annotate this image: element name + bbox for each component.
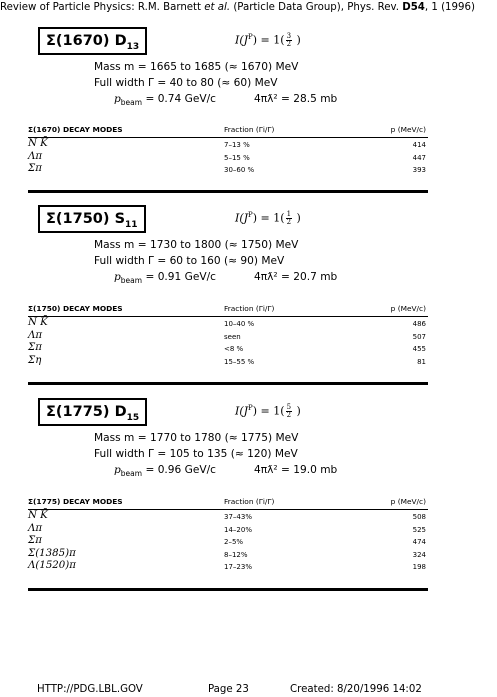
momentum: 508 bbox=[412, 513, 426, 521]
table-header bbox=[28, 494, 428, 510]
particle-name: Σ(1775) D bbox=[46, 404, 127, 420]
momentum: 507 bbox=[412, 332, 426, 341]
col-momentum: p (MeV/c) bbox=[390, 497, 426, 506]
col-decay-modes: Σ(1775) DECAY MODES bbox=[28, 497, 123, 506]
pbeam-value: = 0.91 GeV/c bbox=[142, 271, 217, 283]
ijp-parity: P bbox=[248, 33, 253, 41]
cross-section: 4πƛ² = 28.5 mb bbox=[254, 93, 338, 105]
running-header bbox=[0, 2, 497, 13]
decay-mode: N K̄ bbox=[28, 510, 48, 521]
pbeam-line bbox=[114, 93, 216, 107]
decay-mode: Σ(1385)π bbox=[28, 547, 76, 559]
cross-section: 4πƛ² = 19.0 mb bbox=[254, 464, 338, 476]
fraction: 37–43% bbox=[224, 513, 252, 521]
momentum: 525 bbox=[412, 525, 426, 534]
decay-mode: Σπ bbox=[28, 342, 42, 354]
ijp-suffix: ) bbox=[293, 211, 301, 225]
particle-name-box bbox=[38, 27, 147, 55]
pbeam-label: p bbox=[114, 271, 121, 283]
table-row bbox=[28, 523, 428, 536]
mass-line: Mass m = 1730 to 1800 (≈ 1750) MeV bbox=[94, 239, 299, 251]
particle-name-sub: 13 bbox=[126, 41, 140, 52]
ijp-mid: ) = 1( bbox=[252, 33, 285, 47]
col-momentum: p (MeV/c) bbox=[390, 125, 426, 134]
col-fraction: Fraction (Γi/Γ) bbox=[224, 497, 275, 506]
fraction: 15–55 % bbox=[224, 357, 255, 366]
spin-denominator: 2 bbox=[286, 40, 292, 49]
table-header bbox=[28, 122, 428, 138]
header-volume: D54 bbox=[402, 2, 425, 13]
fraction: 14–20% bbox=[224, 525, 252, 534]
quantum-numbers bbox=[235, 33, 301, 48]
pbeam-sub: beam bbox=[120, 276, 143, 286]
spin-numerator: 3 bbox=[286, 32, 292, 41]
width-line: Full width Γ = 105 to 135 (≈ 120) MeV bbox=[94, 448, 298, 460]
table-row bbox=[28, 317, 428, 330]
width-line: Full width Γ = 60 to 160 (≈ 90) MeV bbox=[94, 255, 285, 267]
decay-modes-table bbox=[28, 301, 428, 367]
spin-denominator: 2 bbox=[286, 411, 292, 420]
fraction: 5–15 % bbox=[224, 153, 250, 162]
decay-mode: Λπ bbox=[28, 329, 43, 341]
momentum: 474 bbox=[412, 538, 426, 547]
ijp-suffix: ) bbox=[293, 33, 301, 47]
pbeam-label: p bbox=[114, 464, 121, 476]
fraction: 17–23% bbox=[224, 563, 252, 572]
spin-numerator: 5 bbox=[286, 403, 292, 412]
ijp-mid: ) = 1( bbox=[252, 211, 285, 225]
width-line: Full width Γ = 40 to 80 (≈ 60) MeV bbox=[94, 77, 278, 89]
footer-page-number: Page 23 bbox=[208, 684, 249, 695]
decay-mode: Σπ bbox=[28, 535, 42, 547]
momentum: 414 bbox=[412, 141, 426, 149]
particle-name: Σ(1750) S bbox=[46, 211, 126, 227]
momentum: 455 bbox=[412, 345, 426, 354]
table-row bbox=[28, 330, 428, 343]
fraction: seen bbox=[224, 332, 241, 341]
quantum-numbers bbox=[235, 211, 301, 226]
spin-fraction bbox=[286, 33, 292, 48]
pbeam-line bbox=[114, 271, 216, 285]
pbeam-value: = 0.74 GeV/c bbox=[142, 93, 217, 105]
decay-mode: Λπ bbox=[28, 150, 43, 162]
header-text-start: Review of Particle Physics: R.M. Barnett bbox=[0, 2, 205, 13]
decay-mode: Λ(1520)π bbox=[28, 560, 76, 572]
col-momentum: p (MeV/c) bbox=[390, 304, 426, 313]
col-fraction: Fraction (Γi/Γ) bbox=[224, 125, 275, 134]
spin-fraction bbox=[286, 404, 292, 419]
pbeam-sub: beam bbox=[120, 469, 143, 479]
spin-denominator: 2 bbox=[286, 218, 292, 227]
ijp-parity: P bbox=[248, 404, 253, 412]
particle-name-sub: 15 bbox=[126, 412, 140, 423]
spin-fraction bbox=[286, 211, 292, 226]
mass-line: Mass m = 1665 to 1685 (≈ 1670) MeV bbox=[94, 61, 299, 73]
col-decay-modes: Σ(1670) DECAY MODES bbox=[28, 125, 123, 134]
table-row bbox=[28, 138, 428, 151]
ijp-prefix: I(J bbox=[235, 33, 249, 47]
decay-mode: N K̄ bbox=[28, 317, 48, 328]
section-end-rule bbox=[28, 382, 428, 385]
col-decay-modes: Σ(1750) DECAY MODES bbox=[28, 304, 123, 313]
fraction: 10–40 % bbox=[224, 320, 255, 328]
decay-modes-table bbox=[28, 494, 428, 573]
fraction: 8–12% bbox=[224, 550, 248, 559]
mass-line: Mass m = 1770 to 1780 (≈ 1775) MeV bbox=[94, 432, 299, 444]
ijp-suffix: ) bbox=[293, 404, 301, 418]
fraction: 7–13 % bbox=[224, 141, 250, 149]
table-row bbox=[28, 342, 428, 355]
decay-mode: Ση bbox=[28, 354, 42, 366]
cross-section: 4πƛ² = 20.7 mb bbox=[254, 271, 338, 283]
ijp-mid: ) = 1( bbox=[252, 404, 285, 418]
col-fraction: Fraction (Γi/Γ) bbox=[224, 304, 275, 313]
pbeam-line bbox=[114, 464, 216, 478]
section-end-rule bbox=[28, 190, 428, 193]
momentum: 486 bbox=[412, 320, 426, 328]
fraction: 2–5% bbox=[224, 538, 244, 547]
header-etal: et al. bbox=[204, 2, 231, 13]
header-text-end: , 1 (1996) bbox=[424, 2, 475, 13]
particle-name-box bbox=[38, 398, 147, 426]
section-end-rule bbox=[28, 588, 428, 591]
table-row bbox=[28, 355, 428, 368]
header-text-mid: (Particle Data Group), Phys. Rev. bbox=[230, 2, 403, 13]
ijp-parity: P bbox=[248, 211, 253, 219]
fraction: 30–60 % bbox=[224, 166, 255, 175]
particle-name-box bbox=[38, 205, 146, 233]
table-header bbox=[28, 301, 428, 317]
ijp-prefix: I(J bbox=[235, 404, 249, 418]
table-row bbox=[28, 151, 428, 164]
table-row bbox=[28, 163, 428, 176]
decay-mode: Σπ bbox=[28, 163, 42, 175]
table-row bbox=[28, 560, 428, 573]
table-row bbox=[28, 548, 428, 561]
particle-name: Σ(1670) D bbox=[46, 33, 127, 49]
decay-mode: Λπ bbox=[28, 522, 43, 534]
particle-name-sub: 11 bbox=[125, 219, 138, 230]
footer-url: HTTP://PDG.LBL.GOV bbox=[37, 684, 143, 695]
momentum: 393 bbox=[412, 166, 426, 175]
pbeam-sub: beam bbox=[120, 98, 143, 108]
spin-numerator: 1 bbox=[286, 210, 292, 219]
fraction: <8 % bbox=[224, 345, 244, 354]
footer-created: Created: 8/20/1996 14:02 bbox=[290, 684, 422, 695]
momentum: 198 bbox=[412, 563, 426, 572]
table-row bbox=[28, 510, 428, 523]
ijp-prefix: I(J bbox=[235, 211, 249, 225]
decay-mode: N K̄ bbox=[28, 138, 48, 149]
momentum: 447 bbox=[412, 153, 426, 162]
momentum: 81 bbox=[417, 357, 426, 366]
momentum: 324 bbox=[412, 550, 426, 559]
quantum-numbers bbox=[235, 404, 301, 419]
pbeam-label: p bbox=[114, 93, 121, 105]
table-row bbox=[28, 535, 428, 548]
pbeam-value: = 0.96 GeV/c bbox=[142, 464, 217, 476]
decay-modes-table bbox=[28, 122, 428, 176]
